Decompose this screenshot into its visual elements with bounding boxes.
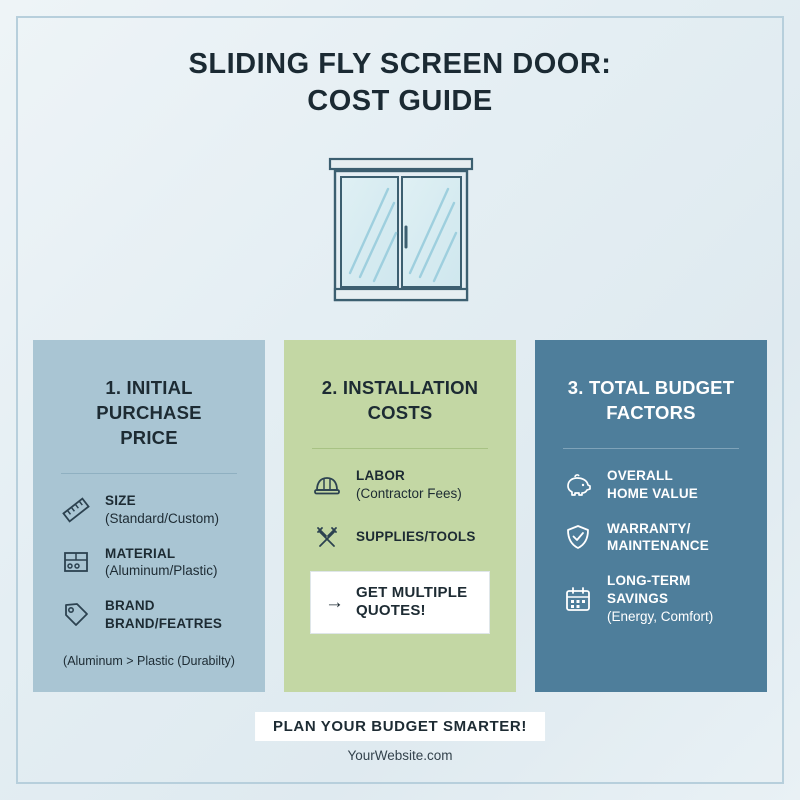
column-installation-costs bbox=[284, 340, 516, 692]
column-1-heading-line-2: PRICE bbox=[120, 426, 178, 448]
arrow-right-icon: → bbox=[325, 591, 344, 613]
list-item bbox=[555, 572, 747, 625]
page-title bbox=[0, 46, 800, 120]
list-item-title: OVERALL bbox=[607, 467, 673, 483]
list-item-text bbox=[356, 467, 462, 503]
list-item bbox=[304, 467, 496, 503]
list-item-sub: HOME VALUE bbox=[607, 485, 699, 501]
column-initial-purchase-price bbox=[33, 340, 265, 692]
get-quotes-button[interactable] bbox=[310, 571, 490, 635]
sliding-screen-door-illustration bbox=[322, 155, 480, 310]
list-item-sub: MAINTENANCE bbox=[607, 538, 709, 554]
shield-check-icon bbox=[561, 520, 595, 554]
list-item bbox=[53, 597, 245, 633]
list-item-sub: (Aluminum/Plastic) bbox=[105, 563, 218, 579]
hard-hat-icon bbox=[310, 468, 344, 502]
list-item bbox=[304, 520, 496, 554]
column-2-heading-line-2: COSTS bbox=[367, 401, 433, 423]
piggy-bank-icon bbox=[561, 468, 595, 502]
list-item-text bbox=[607, 572, 747, 625]
list-item bbox=[53, 492, 245, 528]
column-3-heading bbox=[555, 376, 747, 426]
footer-website: YourWebsite.com bbox=[347, 748, 453, 763]
list-item-text bbox=[607, 467, 698, 503]
list-item-text bbox=[105, 597, 222, 633]
title-line-2: COST GUIDE bbox=[307, 85, 493, 118]
list-item-text bbox=[607, 520, 709, 556]
list-item-title: LONG-TERM SAVINGS bbox=[607, 573, 691, 606]
column-total-budget-factors bbox=[535, 340, 767, 692]
list-item-title: BRAND bbox=[105, 598, 155, 614]
material-panel-icon bbox=[59, 545, 93, 579]
column-2-heading-line-1: 2. INSTALLATION bbox=[321, 377, 479, 398]
list-item-title: MATERIAL bbox=[105, 545, 176, 561]
cta-line-1: GET MULTIPLE bbox=[356, 583, 468, 601]
calendar-icon bbox=[561, 582, 595, 616]
column-3-divider bbox=[563, 448, 739, 449]
list-item-title: SUPPLIES/TOOLS bbox=[356, 528, 476, 544]
list-item-text bbox=[356, 528, 476, 546]
column-1-heading bbox=[53, 376, 245, 451]
title-line-1: SLIDING FLY SCREEN DOOR: bbox=[188, 48, 612, 80]
column-1-heading-line-1: 1. INITIAL PURCHASE bbox=[96, 377, 202, 423]
list-item bbox=[555, 520, 747, 556]
list-item-sub: (Standard/Custom) bbox=[105, 510, 220, 526]
list-item-title: SIZE bbox=[105, 492, 136, 508]
column-1-divider bbox=[61, 473, 237, 474]
column-1-footnote: (Aluminum > Plastic (Durabilty) bbox=[63, 654, 235, 668]
column-3-heading-line-1: 3. TOTAL BUDGET bbox=[567, 377, 735, 398]
column-3-heading-line-2: FACTORS bbox=[606, 401, 696, 423]
column-2-divider bbox=[312, 448, 488, 449]
footer-banner: PLAN YOUR BUDGET SMARTER! bbox=[255, 712, 545, 741]
cta-line-2: QUOTES! bbox=[356, 602, 426, 620]
list-item bbox=[53, 545, 245, 581]
ruler-icon bbox=[59, 493, 93, 527]
cost-columns bbox=[33, 340, 767, 692]
wrench-screwdriver-icon bbox=[310, 520, 344, 554]
get-quotes-label bbox=[356, 584, 467, 622]
list-item-sub: (Energy, Comfort) bbox=[607, 608, 714, 624]
list-item-text bbox=[105, 492, 219, 528]
list-item-sub: (Contractor Fees) bbox=[356, 485, 462, 501]
column-2-heading bbox=[304, 376, 496, 426]
list-item bbox=[555, 467, 747, 503]
price-tag-icon bbox=[59, 598, 93, 632]
list-item-sub: BRAND/FEATRES bbox=[105, 615, 223, 631]
list-item-text bbox=[105, 545, 218, 581]
list-item-title: WARRANTY/ bbox=[607, 520, 691, 536]
list-item-title: LABOR bbox=[356, 467, 405, 483]
